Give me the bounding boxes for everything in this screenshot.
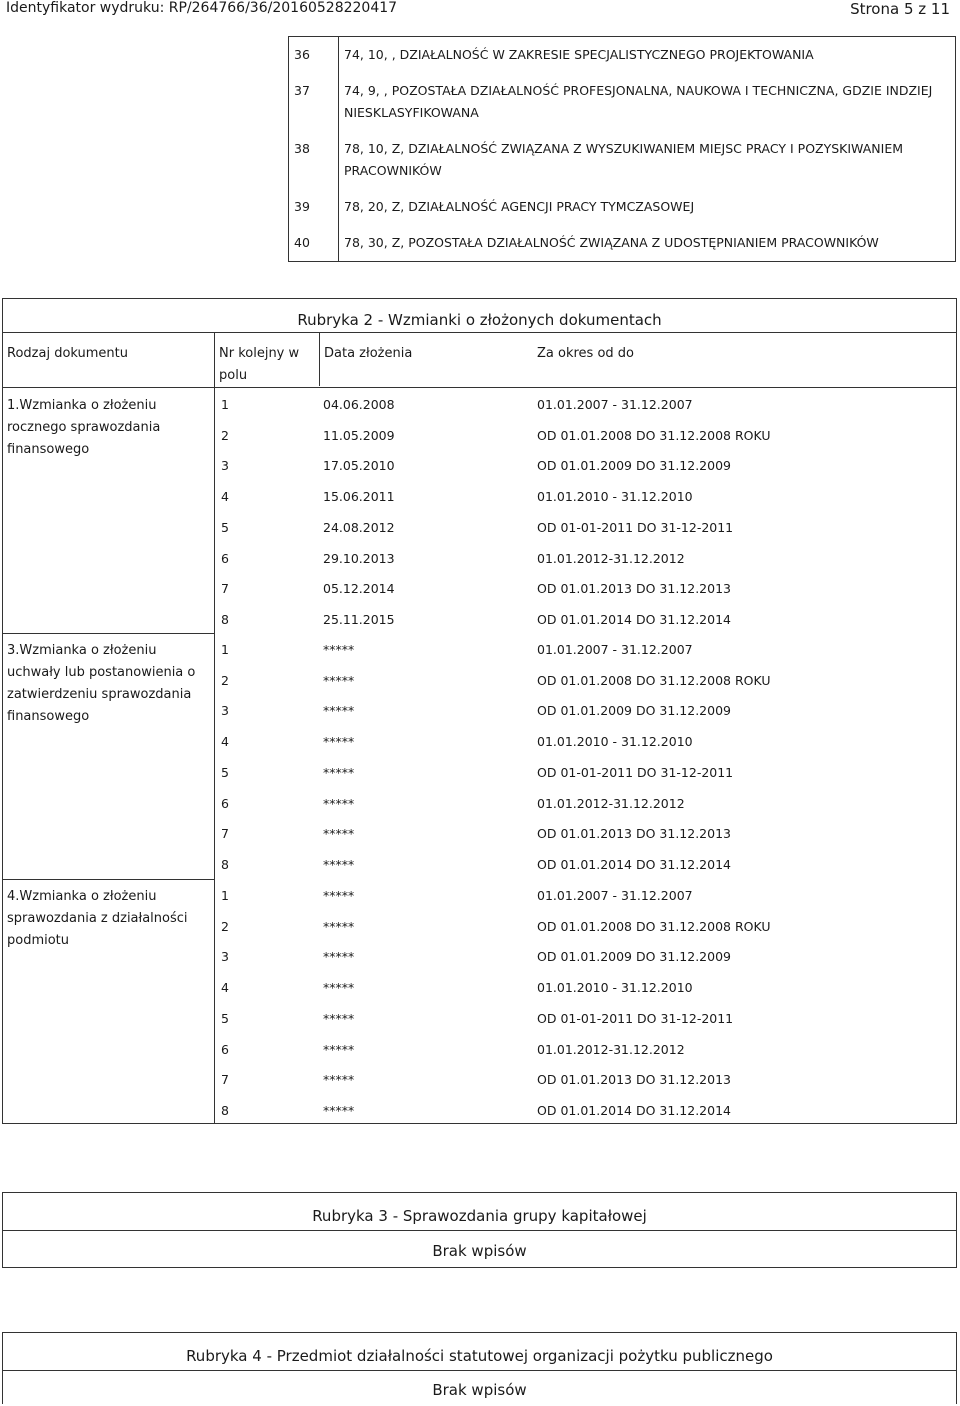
rubryka-2-title: Rubryka 2 - Wzmianki o złożonych dokumentach bbox=[297, 311, 662, 329]
row-number: 3 bbox=[221, 458, 229, 474]
column-header-nr-line1: Nr kolejny w bbox=[219, 346, 300, 361]
row-number: 8 bbox=[221, 856, 229, 872]
submission-date: ***** bbox=[323, 918, 355, 934]
row-number: 38 bbox=[294, 141, 310, 156]
row-text: 78, 20, Z, DZIAŁALNOŚĆ AGENCJI PRACY TYMCZASOWEJ bbox=[339, 189, 956, 225]
submission-date: 04.06.2008 bbox=[323, 397, 395, 412]
print-identifier: Identyfikator wydruku: RP/264766/36/20160528220417 bbox=[6, 0, 398, 16]
period-range: 01.01.2007 - 31.12.2007 bbox=[537, 642, 693, 657]
period-range: OD 01.01.2008 DO 31.12.2008 ROKU bbox=[537, 672, 771, 688]
submission-date: ***** bbox=[323, 888, 355, 903]
submission-date: 24.08.2012 bbox=[323, 519, 395, 535]
table-row bbox=[215, 606, 956, 636]
column-header-date: Data złożenia bbox=[324, 346, 413, 361]
row-number: 6 bbox=[221, 1041, 229, 1057]
submission-date: ***** bbox=[323, 672, 355, 688]
rubryka-3-empty: Brak wpisów bbox=[432, 1242, 527, 1260]
row-number: 4 bbox=[221, 734, 229, 750]
period-range: OD 01-01-2011 DO 31-12-2011 bbox=[537, 1010, 734, 1026]
rubryka-2-section bbox=[2, 298, 957, 1124]
row-number: 1 bbox=[221, 642, 229, 657]
submission-date: 29.10.2013 bbox=[323, 550, 395, 566]
row-number: 1 bbox=[221, 397, 229, 412]
row-number: 6 bbox=[221, 550, 229, 566]
row-number: 37 bbox=[294, 83, 310, 98]
table-row bbox=[215, 759, 956, 789]
period-range: OD 01.01.2013 DO 31.12.2013 bbox=[537, 581, 731, 597]
row-number: 8 bbox=[221, 1102, 229, 1118]
period-range: OD 01.01.2014 DO 31.12.2014 bbox=[537, 611, 731, 627]
column-divider bbox=[319, 332, 320, 386]
table-row bbox=[215, 545, 956, 575]
table-row bbox=[215, 1066, 956, 1096]
submission-date: ***** bbox=[323, 1072, 355, 1088]
row-number: 6 bbox=[221, 795, 229, 811]
row-number: 5 bbox=[221, 1010, 229, 1026]
row-number: 39 bbox=[294, 199, 310, 214]
table-row bbox=[289, 37, 956, 74]
rubryka-4-title: Rubryka 4 - Przedmiot działalności statutowej organizacji pożytku publicznego bbox=[186, 1347, 773, 1365]
submission-date: ***** bbox=[323, 949, 355, 965]
period-range: 01.01.2012-31.12.2012 bbox=[537, 795, 685, 811]
group-label: 4.Wzmianka o złożeniu sprawozdania z działalności podmiotu bbox=[7, 889, 188, 948]
section-divider bbox=[3, 1370, 956, 1371]
group-label: 1.Wzmianka o złożeniu rocznego sprawozdania finansowego bbox=[7, 398, 161, 457]
table-row bbox=[215, 697, 956, 727]
submission-date: ***** bbox=[323, 856, 355, 872]
submission-date: ***** bbox=[323, 1010, 355, 1026]
period-range: OD 01.01.2013 DO 31.12.2013 bbox=[537, 1072, 731, 1088]
row-number: 36 bbox=[294, 47, 310, 62]
table-row bbox=[215, 882, 956, 912]
table-row bbox=[215, 422, 956, 452]
row-text: 78, 30, Z, POZOSTAŁA DZIAŁALNOŚĆ ZWIĄZANA Z UDOSTĘPNIANIEM PRACOWNIKÓW bbox=[339, 225, 956, 262]
pkd-table bbox=[288, 36, 956, 262]
column-header-period: Za okres od do bbox=[537, 346, 634, 361]
period-range: 01.01.2007 - 31.12.2007 bbox=[537, 888, 693, 903]
row-number: 7 bbox=[221, 581, 229, 597]
table-row bbox=[215, 943, 956, 973]
period-range: 01.01.2012-31.12.2012 bbox=[537, 550, 685, 566]
row-number: 7 bbox=[221, 826, 229, 842]
row-text: 74, 10, , DZIAŁALNOŚĆ W ZAKRESIE SPECJALISTYCZNEGO PROJEKTOWANIA bbox=[339, 37, 956, 74]
period-range: OD 01.01.2008 DO 31.12.2008 ROKU bbox=[537, 427, 771, 443]
row-text: 78, 10, Z, DZIAŁALNOŚĆ ZWIĄZANA Z WYSZUKIWANIEM MIEJSC PRACY I POZYSKIWANIEM PRACOWNIKÓW bbox=[339, 131, 956, 189]
column-header-type: Rodzaj dokumentu bbox=[7, 346, 128, 361]
period-range: 01.01.2010 - 31.12.2010 bbox=[537, 980, 693, 996]
period-range: 01.01.2012-31.12.2012 bbox=[537, 1041, 685, 1057]
table-row bbox=[289, 189, 956, 225]
submission-date: ***** bbox=[323, 1102, 355, 1118]
table-row bbox=[215, 728, 956, 758]
period-range: OD 01.01.2009 DO 31.12.2009 bbox=[537, 703, 731, 719]
period-range: 01.01.2010 - 31.12.2010 bbox=[537, 489, 693, 505]
submission-date: 25.11.2015 bbox=[323, 611, 395, 627]
submission-date: ***** bbox=[323, 703, 355, 719]
row-number: 2 bbox=[221, 672, 229, 688]
submission-date: ***** bbox=[323, 764, 355, 780]
table-row bbox=[215, 1097, 956, 1127]
submission-date: 11.05.2009 bbox=[323, 427, 395, 443]
table-row bbox=[215, 636, 956, 666]
row-text: 74, 9, , POZOSTAŁA DZIAŁALNOŚĆ PROFESJONALNA, NAUKOWA I TECHNICZNA, GDZIE INDZIEJ NIESKLASYFIKOWANA bbox=[339, 73, 956, 131]
row-number: 2 bbox=[221, 427, 229, 443]
table-row bbox=[215, 851, 956, 881]
submission-date: ***** bbox=[323, 826, 355, 842]
column-header-nr bbox=[219, 343, 299, 387]
period-range: OD 01-01-2011 DO 31-12-2011 bbox=[537, 519, 734, 535]
submission-date: ***** bbox=[323, 980, 355, 996]
submission-date: 05.12.2014 bbox=[323, 581, 395, 597]
period-range: OD 01.01.2014 DO 31.12.2014 bbox=[537, 1102, 731, 1118]
rubryka-3-section bbox=[2, 1192, 957, 1268]
period-range: OD 01-01-2011 DO 31-12-2011 bbox=[537, 764, 734, 780]
rubryka-4-empty: Brak wpisów bbox=[432, 1381, 527, 1399]
table-row bbox=[215, 913, 956, 943]
group-label: 3.Wzmianka o złożeniu uchwały lub postanowienia o zatwierdzeniu sprawozdania finansowego bbox=[7, 643, 196, 724]
row-number: 40 bbox=[294, 235, 310, 250]
table-row bbox=[215, 820, 956, 850]
row-number: 4 bbox=[221, 980, 229, 996]
submission-date: ***** bbox=[323, 642, 355, 657]
section-divider bbox=[3, 1230, 956, 1231]
rubryka-4-section bbox=[2, 1332, 957, 1404]
table-row bbox=[215, 452, 956, 482]
submission-date: 15.06.2011 bbox=[323, 489, 395, 505]
rubryka-2-header-row bbox=[3, 332, 956, 388]
submission-date: 17.05.2010 bbox=[323, 458, 395, 474]
table-row bbox=[289, 73, 956, 131]
table-row bbox=[215, 391, 956, 421]
row-number: 3 bbox=[221, 703, 229, 719]
row-number: 2 bbox=[221, 918, 229, 934]
rubryka-3-title: Rubryka 3 - Sprawozdania grupy kapitałowej bbox=[312, 1207, 647, 1225]
table-row bbox=[289, 131, 956, 189]
period-range: OD 01.01.2008 DO 31.12.2008 ROKU bbox=[537, 918, 771, 934]
row-number: 5 bbox=[221, 764, 229, 780]
table-row bbox=[215, 514, 956, 544]
submission-date: ***** bbox=[323, 734, 355, 750]
table-row bbox=[215, 790, 956, 820]
row-number: 7 bbox=[221, 1072, 229, 1088]
submission-date: ***** bbox=[323, 1041, 355, 1057]
table-row bbox=[215, 1005, 956, 1035]
table-row bbox=[215, 575, 956, 605]
group-divider bbox=[3, 633, 214, 634]
table-row bbox=[215, 667, 956, 697]
period-range: OD 01.01.2013 DO 31.12.2013 bbox=[537, 826, 731, 842]
table-row bbox=[289, 225, 956, 262]
period-range: OD 01.01.2009 DO 31.12.2009 bbox=[537, 949, 731, 965]
column-header-nr-line2: polu bbox=[219, 368, 248, 383]
submission-date: ***** bbox=[323, 795, 355, 811]
period-range: OD 01.01.2014 DO 31.12.2014 bbox=[537, 856, 731, 872]
table-row bbox=[215, 483, 956, 513]
row-number: 3 bbox=[221, 949, 229, 965]
page-number: Strona 5 z 11 bbox=[850, 0, 950, 18]
period-range: 01.01.2007 - 31.12.2007 bbox=[537, 397, 693, 412]
row-number: 5 bbox=[221, 519, 229, 535]
table-row bbox=[215, 1036, 956, 1066]
period-range: 01.01.2010 - 31.12.2010 bbox=[537, 734, 693, 750]
row-number: 8 bbox=[221, 611, 229, 627]
row-number: 1 bbox=[221, 888, 229, 903]
table-row bbox=[215, 974, 956, 1004]
group-divider bbox=[3, 879, 214, 880]
period-range: OD 01.01.2009 DO 31.12.2009 bbox=[537, 458, 731, 474]
row-number: 4 bbox=[221, 489, 229, 505]
